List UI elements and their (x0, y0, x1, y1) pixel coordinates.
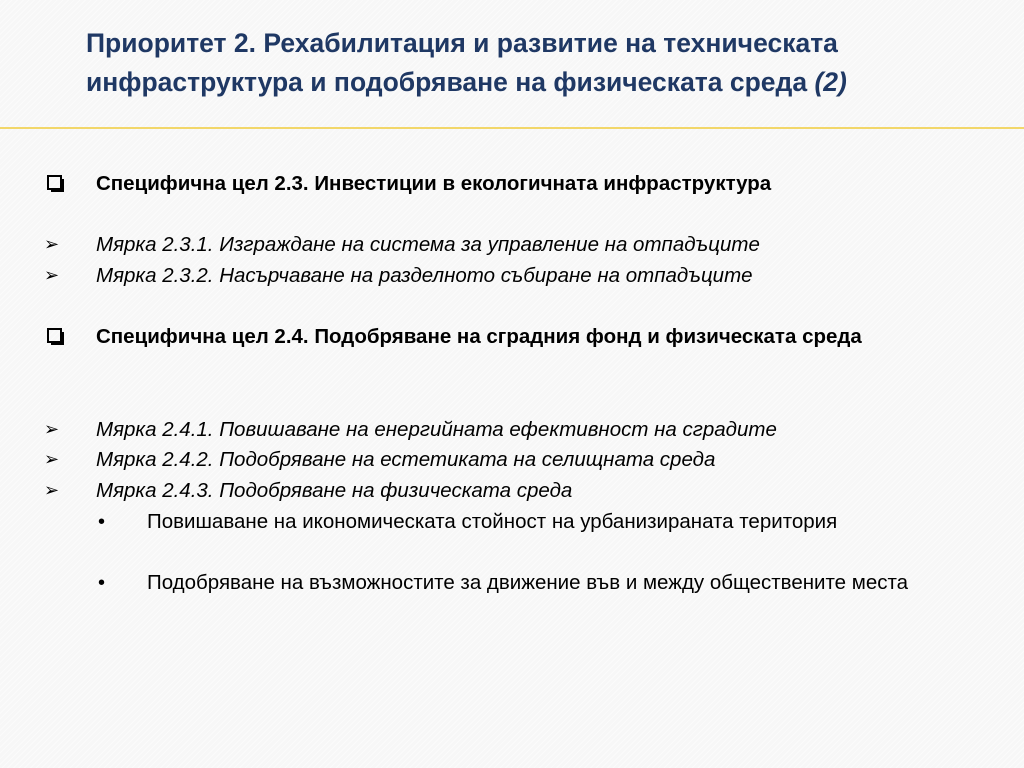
sub-bullet-text: Повишаване на икономическата стойност на урбанизираната територия (147, 510, 838, 533)
slide-title-suffix: (2) (814, 67, 847, 97)
arrowhead-icon: ➢ (44, 265, 60, 286)
hollow-square-icon (47, 175, 62, 190)
measure-title: Мярка 2.4.1. Повишаване на енергийната ефективност на сградите (96, 418, 777, 441)
goal-title: Специфична цел 2.3. Инвестиции в екологичната инфраструктура (96, 172, 772, 195)
sub-bullet-text: Подобряване на възможностите за движение във и между обществените места (147, 571, 909, 594)
measure-title: Мярка 2.4.3. Подобряване на физическата среда (96, 479, 573, 502)
slide-title-line-2-text: инфраструктура и подобряване на физическата среда (86, 67, 808, 97)
arrowhead-icon: ➢ (44, 419, 60, 440)
hollow-square-icon (47, 328, 62, 343)
measure-title: Мярка 2.4.2. Подобряване на естетиката на селищната среда (96, 448, 716, 471)
arrowhead-icon: ➢ (44, 480, 60, 501)
measure-title: Мярка 2.3.1. Изграждане на система за управление на отпадъците (96, 233, 760, 256)
arrowhead-icon: ➢ (44, 234, 60, 255)
arrowhead-icon: ➢ (44, 449, 60, 470)
goal-title: Специфична цел 2.4. Подобряване на сградния фонд и физическата среда (96, 325, 862, 348)
measure-title: Мярка 2.3.2. Насърчаване на разделното събиране на отпадъците (96, 264, 753, 287)
slide-title-line-1: Приоритет 2. Рехабилитация и развитие на техническата (86, 28, 838, 58)
bullet-icon: • (98, 511, 106, 533)
bullet-icon: • (98, 572, 106, 594)
